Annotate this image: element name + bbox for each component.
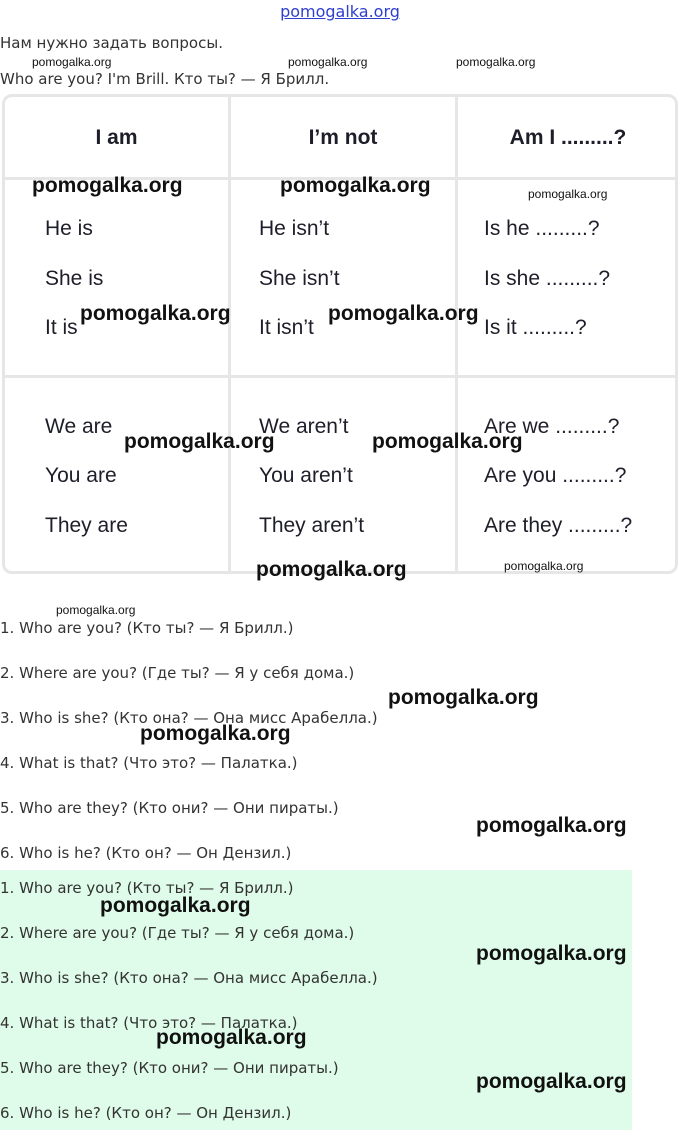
table-cell: Are they .........? [484,514,633,537]
table-cell: We are [45,415,113,438]
watermark-text: pomogalka.org [32,174,183,197]
table-cell: He is [45,217,93,240]
watermark-text: pomogalka.org [476,942,627,965]
watermark-text: pomogalka.org [456,55,536,69]
answer-item: 5. Who are they? (Кто они? — Они пираты.) [0,1059,339,1077]
table-cell: We aren’t [259,415,349,438]
table-cell: She isn’t [259,267,340,290]
table-cell: Is it .........? [484,316,587,339]
intro-line-1: Нам нужно задать вопросы. [0,34,223,52]
question-item: 6. Who is he? (Кто он? — Он Дензил.) [0,844,292,862]
grammar-table [2,94,678,574]
watermark-text: pomogalka.org [56,603,136,617]
table-header-question: Am I .........? [509,126,627,149]
watermark-text: pomogalka.org [156,1026,307,1049]
table-cell: Are we .........? [484,415,620,438]
watermark-text: pomogalka.org [256,558,407,581]
table-cell: It isn’t [259,316,314,339]
watermark-text: pomogalka.org [476,814,627,837]
question-item: 4. What is that? (Что это? — Палатка.) [0,754,298,772]
question-item: 3. Who is she? (Кто она? — Она мисс Арабелла.) [0,709,378,727]
answer-item: 2. Where are you? (Где ты? — Я у себя дома.) [0,924,355,942]
question-item: 1. Who are you? (Кто ты? — Я Брилл.) [0,619,294,637]
table-cell: You are [45,464,117,487]
table-cell: They are [45,514,128,537]
site-header-text[interactable]: pomogalka.org [280,2,400,21]
watermark-text: pomogalka.org [288,55,368,69]
table-header-affirmative: I am [95,126,138,149]
table-divider [5,375,675,378]
table-cell: He isn’t [259,217,330,240]
watermark-text: pomogalka.org [388,686,539,709]
watermark-text: pomogalka.org [100,894,251,917]
table-cell: You aren’t [259,464,353,487]
table-cell: It is [45,316,78,339]
watermark-text: pomogalka.org [328,302,479,325]
watermark-text: pomogalka.org [528,187,608,201]
answer-item: 1. Who are you? (Кто ты? — Я Брилл.) [0,879,294,897]
intro-line-2: Who are you? I'm Brill. Кто ты? — Я Брилл. [0,70,330,88]
table-cell: She is [45,267,104,290]
question-item: 5. Who are they? (Кто они? — Они пираты.) [0,799,339,817]
watermark-text: pomogalka.org [32,55,112,69]
table-header-negative: I’m not [308,126,378,149]
table-cell: Is he .........? [484,217,600,240]
table-cell: Is she .........? [484,267,611,290]
table-cell: They aren’t [259,514,365,537]
table-cell: Are you .........? [484,464,627,487]
watermark-text: pomogalka.org [124,430,275,453]
answer-item: 6. Who is he? (Кто он? — Он Дензил.) [0,1104,292,1122]
answer-item: 3. Who is she? (Кто она? — Она мисс Арабелла.) [0,969,378,987]
watermark-text: pomogalka.org [80,302,231,325]
question-item: 2. Where are you? (Где ты? — Я у себя дома.) [0,664,355,682]
watermark-text: pomogalka.org [372,430,523,453]
watermark-text: pomogalka.org [140,722,291,745]
watermark-text: pomogalka.org [476,1070,627,1093]
site-header-link[interactable] [0,2,680,21]
watermark-text: pomogalka.org [504,559,584,573]
watermark-text: pomogalka.org [280,174,431,197]
answer-item: 4. What is that? (Что это? — Палатка.) [0,1014,298,1032]
